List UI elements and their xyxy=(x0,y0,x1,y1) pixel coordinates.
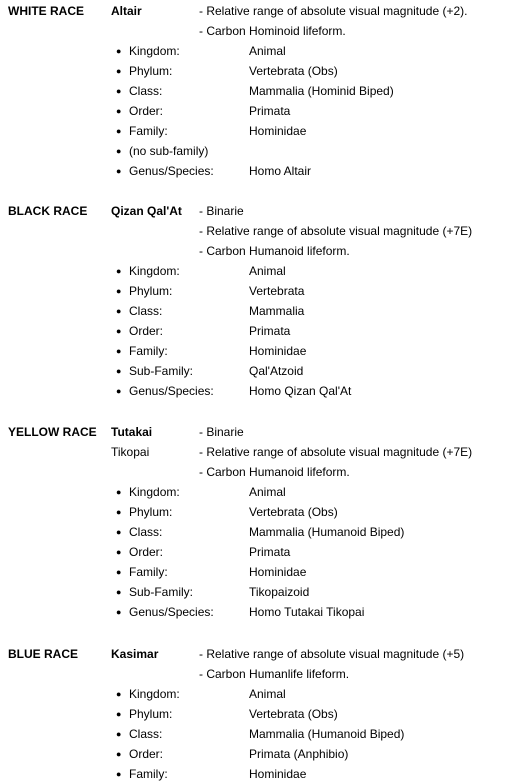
bullet-icon: ● xyxy=(116,66,122,76)
bullet-icon: ● xyxy=(116,266,122,276)
taxonomy-value: Mammalia (Hominid Biped) xyxy=(249,84,394,98)
bullet-icon: ● xyxy=(116,547,122,557)
taxonomy-row xyxy=(0,602,511,622)
section-header-line xyxy=(0,422,511,442)
taxonomy-value: Hominidae xyxy=(249,565,307,579)
taxonomy-row xyxy=(0,61,511,81)
bullet-icon: ● xyxy=(116,366,122,376)
taxonomy-key: Genus/Species: xyxy=(129,164,214,178)
description-line: - Binarie xyxy=(199,204,244,218)
bullet-icon: ● xyxy=(116,607,122,617)
bullet-icon: ● xyxy=(116,86,122,96)
taxonomy-row xyxy=(0,562,511,582)
taxonomy-value: Hominidae xyxy=(249,124,307,138)
section-header-line xyxy=(0,1,511,21)
bullet-icon: ● xyxy=(116,689,122,699)
taxonomy-row xyxy=(0,724,511,744)
taxonomy-row xyxy=(0,482,511,502)
taxonomy-key: Sub-Family: xyxy=(129,585,194,599)
description-line: - Relative range of absolute visual magnitude (+7E) xyxy=(199,224,473,238)
description-row xyxy=(0,442,511,462)
taxonomy-value: Animal xyxy=(249,264,286,278)
taxonomy-key: Phylum: xyxy=(129,505,173,519)
taxonomy-value: Homo Tutakai Tikopai xyxy=(249,605,365,619)
taxonomy-value: Primata xyxy=(249,324,291,338)
description-row xyxy=(0,241,511,261)
race-name: Kasimar xyxy=(111,647,159,661)
taxonomy-row xyxy=(0,522,511,542)
taxonomy-key: Family: xyxy=(129,344,168,358)
race-label: BLUE RACE xyxy=(8,647,79,661)
bullet-icon: ● xyxy=(116,126,122,136)
bullet-icon: ● xyxy=(116,46,122,56)
bullet-icon: ● xyxy=(116,346,122,356)
description-row xyxy=(0,221,511,241)
description-row xyxy=(0,21,511,41)
taxonomy-value: Homo Qizan Qal'At xyxy=(249,384,352,398)
bullet-icon: ● xyxy=(116,507,122,517)
taxonomy-row xyxy=(0,41,511,61)
taxonomy-value: Animal xyxy=(249,687,286,701)
taxonomy-key: Family: xyxy=(129,565,168,579)
bullet-icon: ● xyxy=(116,146,122,156)
taxonomy-row xyxy=(0,81,511,101)
taxonomy-key: Order: xyxy=(129,324,164,338)
taxonomy-key: Phylum: xyxy=(129,64,173,78)
taxonomy-key: Phylum: xyxy=(129,284,173,298)
bullet-icon: ● xyxy=(116,749,122,759)
taxonomy-value: Vertebrata xyxy=(249,284,305,298)
bullet-icon: ● xyxy=(116,567,122,577)
taxonomy-row xyxy=(0,161,511,181)
taxonomy-row xyxy=(0,141,511,161)
taxonomy-key: Class: xyxy=(129,304,163,318)
description-line: - Binarie xyxy=(199,425,244,439)
taxonomy-key: Class: xyxy=(129,727,163,741)
description-line: - Relative range of absolute visual magnitude (+7E) xyxy=(199,445,473,459)
taxonomy-key: Sub-Family: xyxy=(129,364,194,378)
taxonomy-row xyxy=(0,684,511,704)
taxonomy-value: Primata (Anphibio) xyxy=(249,747,349,761)
taxonomy-key: Family: xyxy=(129,767,168,781)
taxonomy-row xyxy=(0,101,511,121)
taxonomy-row xyxy=(0,381,511,401)
taxonomy-key: Kingdom: xyxy=(129,485,180,499)
taxonomy-key: Kingdom: xyxy=(129,264,180,278)
section-header-line xyxy=(0,201,511,221)
description-row xyxy=(0,462,511,482)
taxonomy-value: Vertebrata (Obs) xyxy=(249,505,338,519)
race-name: Tutakai xyxy=(111,425,153,439)
taxonomy-row xyxy=(0,704,511,724)
bullet-icon: ● xyxy=(116,709,122,719)
taxonomy-value: Tikopaizoid xyxy=(249,585,310,599)
bullet-icon: ● xyxy=(116,106,122,116)
race-name-continued: Tikopai xyxy=(111,445,150,459)
taxonomy-value: Animal xyxy=(249,485,286,499)
taxonomy-row xyxy=(0,582,511,602)
taxonomy-value: Homo Altair xyxy=(249,164,312,178)
taxonomy-value: Hominidae xyxy=(249,767,307,781)
taxonomy-value: Qal'Atzoid xyxy=(249,364,304,378)
taxonomy-value: Animal xyxy=(249,44,286,58)
taxonomy-row xyxy=(0,764,511,784)
taxonomy-row xyxy=(0,341,511,361)
bullet-icon: ● xyxy=(116,306,122,316)
description-row xyxy=(0,664,511,684)
race-label: YELLOW RACE xyxy=(8,425,97,439)
bullet-icon: ● xyxy=(116,386,122,396)
taxonomy-value: Hominidae xyxy=(249,344,307,358)
description-line: - Carbon Humanoid lifeform. xyxy=(199,244,350,258)
taxonomy-value: Mammalia (Humanoid Biped) xyxy=(249,727,405,741)
description-line: - Relative range of absolute visual magnitude (+5) xyxy=(199,647,465,661)
section-header-line xyxy=(0,644,511,664)
taxonomy-row xyxy=(0,261,511,281)
taxonomy-row xyxy=(0,301,511,321)
taxonomy-key: Kingdom: xyxy=(129,44,180,58)
taxonomy-key: Class: xyxy=(129,525,163,539)
taxonomy-row xyxy=(0,502,511,522)
taxonomy-row xyxy=(0,361,511,381)
taxonomy-value: Vertebrata (Obs) xyxy=(249,707,338,721)
bullet-icon: ● xyxy=(116,527,122,537)
bullet-icon: ● xyxy=(116,729,122,739)
taxonomy-row xyxy=(0,121,511,141)
race-label: BLACK RACE xyxy=(8,204,88,218)
taxonomy-value: Mammalia (Humanoid Biped) xyxy=(249,525,405,539)
taxonomy-key: Genus/Species: xyxy=(129,384,214,398)
race-name: Altair xyxy=(111,4,142,18)
taxonomy-key: Order: xyxy=(129,104,164,118)
taxonomy-value: Primata xyxy=(249,545,291,559)
taxonomy-key: Kingdom: xyxy=(129,687,180,701)
taxonomy-value: Mammalia xyxy=(249,304,305,318)
description-line: - Carbon Hominoid lifeform. xyxy=(199,24,346,38)
taxonomy-key: Family: xyxy=(129,124,168,138)
taxonomy-key: (no sub-family) xyxy=(129,144,209,158)
taxonomy-key: Class: xyxy=(129,84,163,98)
bullet-icon: ● xyxy=(116,326,122,336)
race-name: Qizan Qal'At xyxy=(111,204,182,218)
taxonomy-row xyxy=(0,542,511,562)
taxonomy-key: Order: xyxy=(129,747,164,761)
bullet-icon: ● xyxy=(116,487,122,497)
bullet-icon: ● xyxy=(116,166,122,176)
bullet-icon: ● xyxy=(116,286,122,296)
taxonomy-key: Phylum: xyxy=(129,707,173,721)
taxonomy-value: Primata xyxy=(249,104,291,118)
bullet-icon: ● xyxy=(116,587,122,597)
description-line: - Carbon Humanlife lifeform. xyxy=(199,667,350,681)
bullet-icon: ● xyxy=(116,769,122,779)
taxonomy-row xyxy=(0,321,511,341)
taxonomy-row xyxy=(0,744,511,764)
race-label: WHITE RACE xyxy=(8,4,84,18)
taxonomy-key: Order: xyxy=(129,545,164,559)
description-line: - Carbon Humanoid lifeform. xyxy=(199,465,350,479)
taxonomy-value: Vertebrata (Obs) xyxy=(249,64,338,78)
description-line: - Relative range of absolute visual magnitude (+2). xyxy=(199,4,468,18)
taxonomy-row xyxy=(0,281,511,301)
taxonomy-key: Genus/Species: xyxy=(129,605,214,619)
